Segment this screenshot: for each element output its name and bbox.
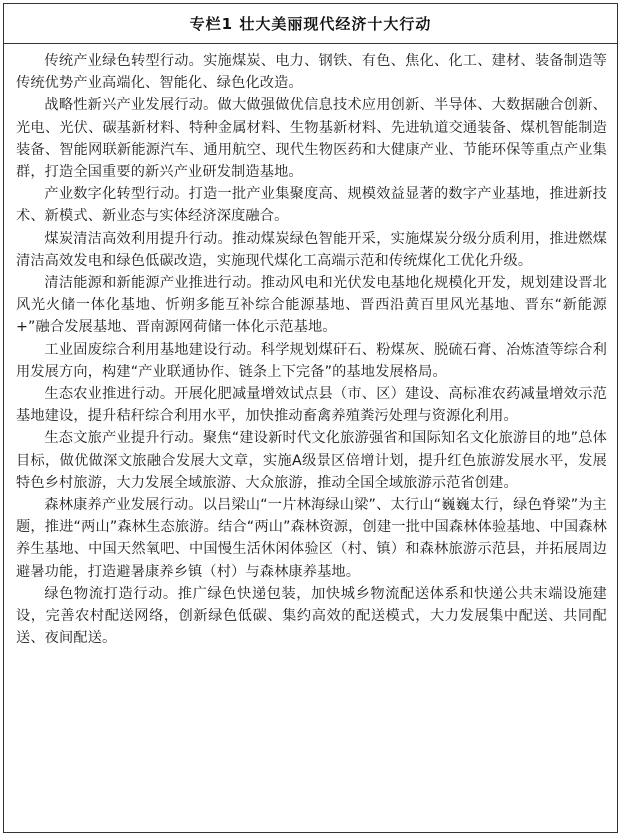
column-box bbox=[3, 3, 618, 833]
paragraph-emerging-industry: 战略性新兴产业发展行动。做大做强做优信息技术应用创新、半导体、大数据融合创新、光电、光伏、碳基新材料、特种金属材料、生物基新材料、先进轨道交通装备、煤机智能制造装备、智能网联新能源汽车、通用航空、现代生物医药和大健康产业、节能环保等重点产业集群，打造全国重要的新兴产业研发制造基地。 bbox=[16, 97, 607, 181]
paragraph-traditional-industry: 传统产业绿色转型行动。实施煤炭、电力、钢铁、有色、焦化、化工、建材、装备制造等传统优势产业高端化、智能化、绿色化改造。 bbox=[16, 53, 607, 92]
paragraph-clean-energy: 清洁能源和新能源产业推进行动。推动风电和光伏发电基地化规模化开发，规划建设晋北风光火储一体化基地、忻朔多能互补综合能源基地、晋西沿黄百里风光基地、晋东“新能源+”融合发展基地、晋南源网荷储一体化示范基地。 bbox=[16, 275, 607, 336]
paragraph-coal-clean-use: 煤炭清洁高效利用提升行动。推动煤炭绿色智能开采，实施煤炭分级分质利用，推进燃煤清洁高效发电和绿色低碳改造，实施现代煤化工高端示范和传统煤化工优化升级。 bbox=[16, 230, 607, 269]
paragraph-eco-agriculture: 生态农业推进行动。开展化肥减量增效试点县（市、区）建设、高标准农药减量增效示范基地建设，提升秸秆综合利用水平，加快推动畜禽养殖粪污处理与资源化利用。 bbox=[16, 386, 607, 425]
title-row bbox=[4, 4, 617, 44]
paragraph-green-logistics: 绿色物流打造行动。推广绿色快递包装，加快城乡物流配送体系和快递公共末端设施建设，完善农村配送网络，创新绿色低碳、集约高效的配送模式，大力发展集中配送、共同配送、夜间配送。 bbox=[16, 585, 607, 647]
paragraph-forest-wellness: 森林康养产业发展行动。以吕梁山“一片林海绿山梁”、太行山“巍巍太行，绿色脊梁”为主题，推进“两山”森林生态旅游。结合“两山”森林资源，创建一批中国森林体验基地、中国森林养生基地、中国天然氧吧、中国慢生活休闲体验区（村、镇）和森林旅游示范县，并拓展周边避暑功能，打造避暑康养乡镇（村）与森林康养基地。 bbox=[16, 497, 607, 580]
content-body bbox=[4, 44, 617, 649]
column-title: 专栏1 壮大美丽现代经济十大行动 bbox=[189, 15, 432, 33]
paragraph-solid-waste: 工业固废综合利用基地建设行动。科学规划煤矸石、粉煤灰、脱硫石膏、冶炼渣等综合利用发展方向，构建“产业联通协作、链条上下完备”的基地发展格局。 bbox=[16, 341, 607, 380]
paragraph-digital-transformation: 产业数字化转型行动。打造一批产业集聚度高、规模效益显著的数字产业基地，推进新技术、新模式、新业态与实体经济深度融合。 bbox=[16, 186, 607, 225]
paragraph-eco-tourism: 生态文旅产业提升行动。聚焦“建设新时代文化旅游强省和国际知名文化旅游目的地”总体目标，做优做深文旅融合发展大文章，实施A级景区倍增计划，提升红色旅游发展水平，发展特色乡村旅游，大力发展全域旅游、大众旅游，推动全国全域旅游示范省创建。 bbox=[16, 430, 607, 491]
